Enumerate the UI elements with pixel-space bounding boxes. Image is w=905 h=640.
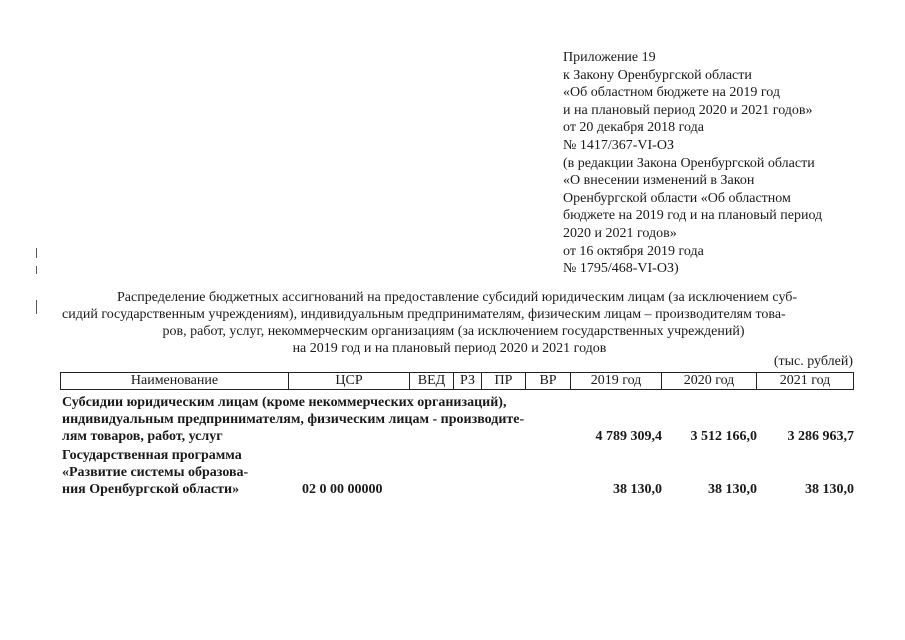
row-name-line: Государственная программа [62, 448, 242, 463]
header-ved: ВЕД [410, 373, 454, 389]
title-line: ров, работ, услуг, некоммерческим организациям (за исключением государственных учреждений) [162, 324, 745, 339]
table-header [60, 372, 854, 390]
row-name-line: «Развитие системы образова- [62, 465, 249, 480]
header-2019: 2019 год [571, 373, 662, 389]
header-name: Наименование [61, 373, 289, 389]
row-value-2019: 38 130,0 [613, 482, 662, 497]
appendix-line: Приложение 19 [563, 50, 656, 65]
scan-mark [36, 300, 37, 314]
appendix-line: Оренбургской области «Об областном [563, 190, 791, 206]
header-csr: ЦСР [289, 373, 410, 389]
header-vr: ВР [526, 373, 571, 389]
row-value-2019: 4 789 309,4 [595, 429, 662, 444]
row-name-line: индивидуальным предпринимателям, физическим лицам - производите- [62, 412, 525, 427]
title-line: сидий государственным учреждениям), индивидуальным предпринимателям, физическим лицам – производителям това- [62, 307, 786, 322]
row-value-2020: 38 130,0 [708, 482, 757, 497]
table-row [62, 394, 854, 446]
header-rz: РЗ [454, 373, 482, 389]
header-pr: ПР [482, 373, 526, 389]
title-line: Распределение бюджетных ассигнований на предоставление субсидий юридическим лицам (за исключением суб- [117, 290, 798, 305]
title-line: на 2019 год и на плановый период 2020 и 2021 годов [292, 341, 607, 356]
row-name-line: ния Оренбургской области» [62, 482, 240, 497]
row-name [62, 394, 582, 445]
row-value-2021: 3 286 963,7 [787, 429, 854, 444]
header-2020: 2020 год [662, 373, 757, 389]
appendix-line: «О внесении изменений в Закон [563, 173, 755, 189]
appendix-line: бюджете на 2019 год и на плановый период [563, 208, 823, 224]
appendix-line: (в редакции Закона Оренбургской области [563, 155, 815, 171]
appendix-line: № 1795/468-VI-ОЗ) [563, 261, 679, 277]
header-2021: 2021 год [779, 373, 831, 388]
appendix-line: «Об областном бюджете на 2019 год [563, 85, 780, 101]
row-name-line: лям товаров, работ, услуг [62, 429, 223, 444]
appendix-line: к Закону Оренбургской области [563, 67, 752, 83]
units-label: (тыс. рублей) [773, 354, 853, 369]
appendix-line: № 1417/367-VI-ОЗ [563, 137, 674, 153]
appendix-line: от 20 декабря 2018 года [563, 120, 704, 136]
appendix-header [563, 49, 893, 278]
document-title [62, 289, 857, 357]
scan-mark [36, 248, 37, 258]
row-value-2021: 38 130,0 [805, 482, 854, 497]
row-csr: 02 0 00 00000 [302, 482, 383, 497]
row-value-2020: 3 512 166,0 [690, 429, 757, 444]
appendix-line: от 16 октября 2019 года [563, 243, 704, 259]
scan-mark [36, 266, 37, 274]
row-name-line: Субсидии юридическим лицам (кроме некоммерческих организаций), [62, 395, 507, 410]
table-row [62, 447, 854, 499]
appendix-line: и на плановый период 2020 и 2021 годов» [563, 102, 813, 118]
appendix-line: 2020 и 2021 годов» [563, 225, 677, 241]
